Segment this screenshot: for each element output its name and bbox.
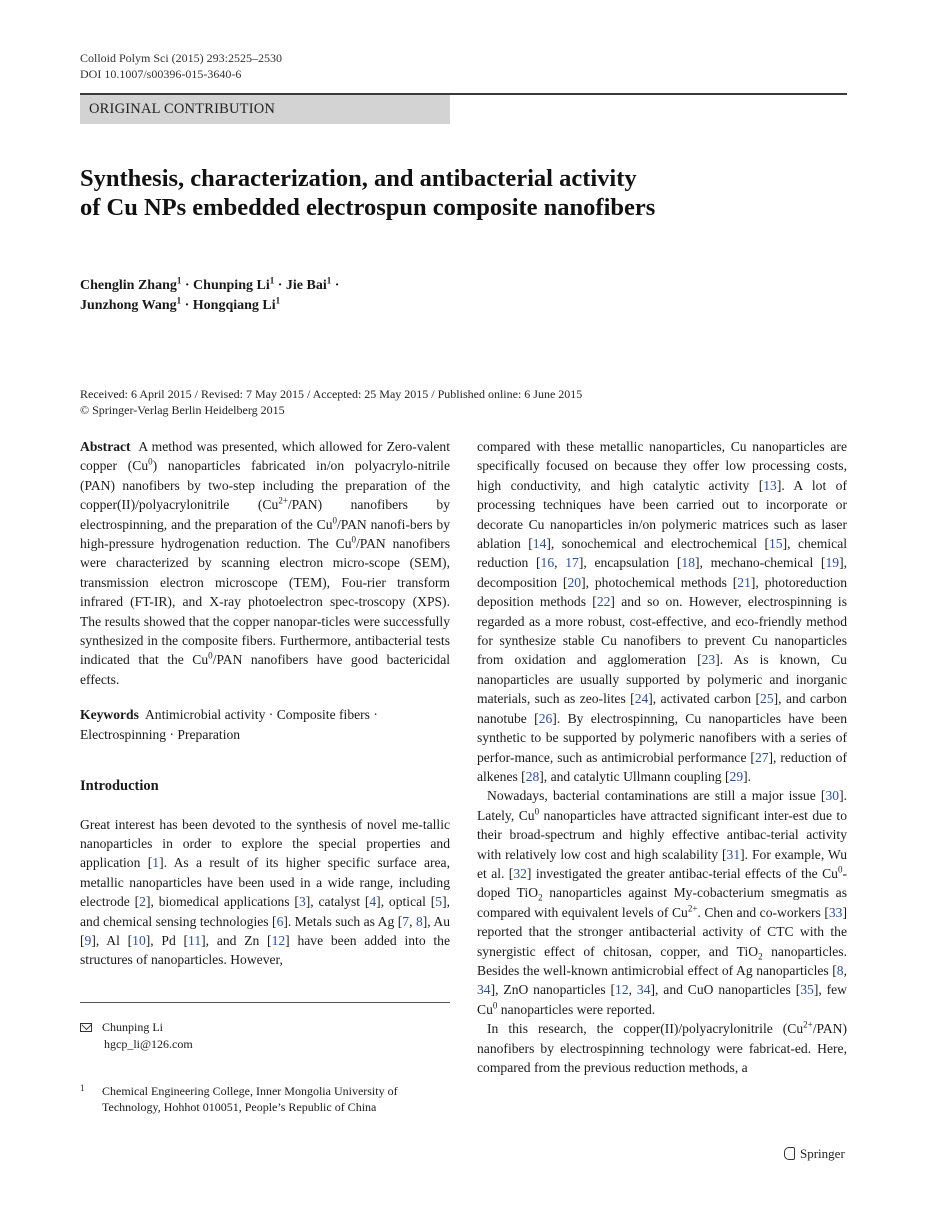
keywords bbox=[80, 705, 450, 744]
intro-paragraph-1-cont: compared with these metallic nanoparticles, Cu nanoparticles are specifically focused on because they offer low processing costs, high conductivity, and high catalytic activity [13]. A lot of processing techniques have been carried out to incorporate or decorate Cu nanoparticles in/on polymeric matrices such as laser ablation [14], sonochemical and electrochemical [15], chemical reduction [16, 17], encapsulation [18], mechano-chemical [19], decomposition [20], photochemical methods [21], photoreduction deposition methods [22] and so on. However, electrospinning is regarded as a more robust, cost-effective, and eco-friendly method for synthesize stable Cu nanofibers to prevent Cu nanoparticles from oxidation and agglomeration [23]. As is known, Cu nanoparticles are usually supported by polymeric and inorganic materials, such as zeo-lites [24], activated carbon [25], and carbon nanotube [26]. By electrospinning, Cu nanoparticles have been synthetic to be supported by polymeric nanofibers with a series of perfor-mance, such as antimicrobial performance [27], reduction of alkenes [28], and catalytic Ullmann coupling [29]. bbox=[477, 439, 848, 784]
history-dates: Received: 6 April 2015 / Revised: 7 May 2015 / Accepted: 25 May 2015 / Published online: 6 June 2015 bbox=[80, 387, 583, 401]
author-name[interactable]: Hongqiang Li bbox=[192, 298, 276, 313]
abstract-heading: Abstract bbox=[80, 439, 131, 454]
publication-history bbox=[80, 386, 847, 418]
abstract: Abstract A method was presented, which allowed for Zero-valent copper (Cu$^0$) nanoparticles fabricated in/on polyacrylo-nitrile (PAN) nanofibers by two-step including the preparation of the copper(II)/polyacrylonitrile $(Cu^{2+}/PAN)$ nanofibers by electrospinning, and the preparation of the Cu$^0$/PAN nanofi-bers by high-pressure hydrogenation reduction. The Cu$^0$/PAN nanofibers were characterized by scanning electron micro-scope (SEM), transmission electron microscope (TEM), Fou-rier transform infrared (FT-IR), and X-ray photoelectron spec-troscopy (XPS). The results showed that the copper nanopar-ticles were successfully synthesized in the composite fibers. Furthermore, antibacterial tests indicated that the Cu$^0$/PAN nanofibers have good bactericidal effects. bbox=[80, 439, 451, 687]
intro-paragraph-2: Nowadays, bacterial contaminations are still a major issue [30]. Lately, Cu$^0$ nanoparticles have attracted significant inter-est due to their broad-spectrum and highly effective antibac-terial activity with relatively low cost and high scalability [31]. For example, Wu et al. [32] investigated the greater antibac-terial effects of the Cu$^0$-doped TiO$_2$ nanoparticles against My-cobacterium smegmatis as compared with equivalent levels of $Cu^{2+}$. Chen and co-workers [33] reported that the stronger antibacterial activity of CTC with the synergistic effect of chitosan, copper, and TiO$_2$ nanoparticles. Besides the well-known antimicrobial effect of Ag nanoparticles [8, 34], ZnO nanoparticles [12, 34], and CuO nanoparticles [35], few Cu$^0$ nanoparticles were reported. bbox=[477, 788, 848, 1017]
affiliation-number: 1 bbox=[80, 1083, 85, 1093]
keywords-list: Antimicrobial activity · Composite fibers · Electrospinning · Preparation bbox=[80, 707, 378, 742]
affiliation bbox=[80, 1083, 450, 1115]
author-name[interactable]: Chunping Li bbox=[193, 278, 270, 293]
author-name[interactable]: Jie Bai bbox=[285, 278, 327, 293]
intro-paragraph-1: Great interest has been devoted to the synthesis of novel me-tallic nanoparticles in order to explore the special properties and application [1]. As a result of its higher specific surface area, metallic nanoparticles have been used in a wide range, including electrode [2], biomedical applications [3], catalyst [4], optical [5], and chemical sensing technologies [6]. Metals such as Ag [7, 8], Au [9], Al [10], Pd [11], and Zn [12] have been added into the structures of nanoparticles. However, bbox=[80, 816, 451, 968]
author-list: Chenglin Zhang$^1$ · Chunping $Li^1$ · Jie Bai$^1$ · Junzhong Wang$^1$ · Hongqiang Li$^1$ bbox=[80, 275, 340, 313]
intro-heading: Introduction bbox=[80, 778, 159, 795]
envelope-icon bbox=[80, 1023, 92, 1032]
author-affiliation-mark: 1 bbox=[269, 275, 275, 286]
author-name[interactable]: Chenglin Zhang bbox=[80, 278, 177, 293]
publisher-logo bbox=[784, 1145, 845, 1163]
right-column bbox=[477, 437, 847, 1077]
correspondence bbox=[80, 1019, 193, 1053]
left-column bbox=[80, 437, 450, 970]
copyright-line: © Springer-Verlag Berlin Heidelberg 2015 bbox=[80, 403, 285, 417]
footnote-rule bbox=[80, 1002, 450, 1003]
doi: DOI 10.1007/s00396-015-3640-6 bbox=[80, 67, 242, 81]
corresponding-email[interactable]: hgcp_li@126.com bbox=[104, 1037, 193, 1051]
author-affiliation-mark: 1 bbox=[176, 275, 182, 286]
article-title bbox=[80, 164, 780, 222]
author-affiliation-mark: 1 bbox=[275, 295, 281, 306]
title-line-1: Synthesis, characterization, and antibacterial activity bbox=[80, 165, 637, 192]
title-line-2: of Cu NPs embedded electrospun composite nanofibers bbox=[80, 194, 656, 221]
keywords-heading: Keywords bbox=[80, 707, 139, 723]
intro-paragraph-3: In this research, the copper(II)/polyacrylonitrile $(Cu^{2+}/PAN)$ nanofibers by electrospinning technology were fabricat-ed. Here, compared from the previous reduction methods, a bbox=[477, 1019, 847, 1075]
author-affiliation-mark: 1 bbox=[326, 275, 332, 286]
journal-citation: Colloid Polym Sci (2015) 293:2525–2530 bbox=[80, 51, 283, 65]
publisher-name: Springer bbox=[800, 1146, 845, 1161]
corresponding-author: Chunping Li bbox=[102, 1020, 164, 1034]
author-name[interactable]: Junzhong Wang bbox=[80, 298, 177, 313]
affiliation-text: Chemical Engineering College, Inner Mongolia University of Technology, Hohhot 010051, People’s Republic of China bbox=[102, 1084, 398, 1114]
springer-horse-icon bbox=[784, 1147, 795, 1160]
article-type-banner: ORIGINAL CONTRIBUTION bbox=[80, 95, 450, 124]
author-affiliation-mark: 1 bbox=[176, 295, 182, 306]
